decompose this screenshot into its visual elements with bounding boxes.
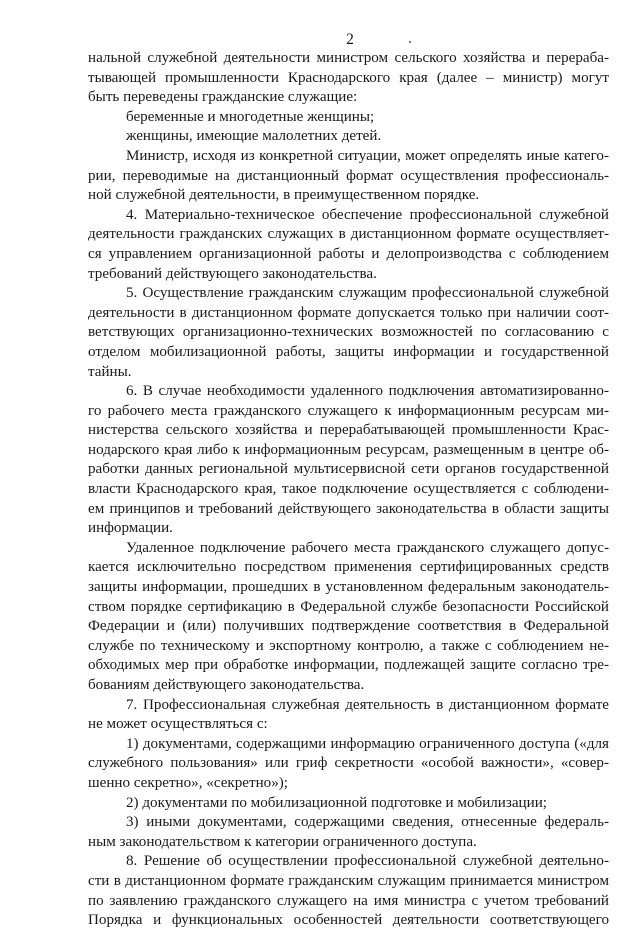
text-line: ным законодательством к категории ограниченного доступа. <box>88 833 477 850</box>
text-line: кается исключительно посредством применения сертифицированных средств <box>88 559 609 576</box>
text-line: нальной служебной деятельности министром сельского хозяйства и перераба- <box>88 50 609 66</box>
text-line: нодарского края либо к информационным ресурсам, размещенным в центре об- <box>88 441 609 458</box>
text-line: обходимых мер при обработке информации, подлежащей защите согласно тре- <box>88 657 609 674</box>
text-line: ной служебной деятельности, в преимущественном порядке. <box>88 187 480 204</box>
text-line: Удаленное подключение рабочего места гражданского служащего допус- <box>126 539 609 556</box>
text-line: информации. <box>88 520 173 537</box>
text-line: быть переведены гражданские служащие: <box>88 89 358 106</box>
text-line: 3) иными документами, содержащими сведения, отнесенные федераль- <box>126 814 609 831</box>
text-line: го рабочего места гражданского служащего к информационным ресурсам ми- <box>88 402 609 419</box>
scan-speck <box>409 41 411 43</box>
text-line: ветствующих организационно-технических возможностей по согласованию с <box>88 324 609 341</box>
text-line: женщины, имеющие малолетних детей. <box>126 128 382 145</box>
text-line: требований действующего законодательства. <box>88 265 377 282</box>
text-line: беременные и многодетные женщины; <box>126 108 375 125</box>
text-line: деятельности в дистанционном формате допускается только при наличии соот- <box>88 304 609 321</box>
text-line: тайны. <box>88 363 132 380</box>
text-line: власти Краснодарского края, такое подключение осуществляется с соблюдени- <box>88 481 609 498</box>
text-line: нистерства сельского хозяйства и перерабатывающей промышленности Крас- <box>88 422 609 439</box>
text-line: 5. Осуществление гражданским служащим профессиональной служебной <box>126 285 609 302</box>
text-line: шенно секретно», «секретно»); <box>88 774 288 791</box>
text-line: ем принципов и требований действующего законодательства в области защиты <box>88 500 609 517</box>
text-line: Порядка и функциональных особенностей деятельности соответствующего <box>88 912 609 929</box>
text-line: не может осуществляться с: <box>88 716 268 733</box>
text-line: 4. Материально-техническое обеспечение профессиональной служебной <box>126 206 609 223</box>
text-line: 8. Решение об осуществлении профессиональной служебной деятельно- <box>126 853 609 870</box>
page-number: 2 <box>346 31 354 48</box>
text-line: сти в дистанционном формате гражданским служащим принимается министром <box>88 872 609 889</box>
text-line: деятельности гражданских служащих в дистанционном формате осуществляет- <box>88 226 609 243</box>
text-line: по заявлению гражданского служащего на имя министра с учетом требований <box>88 892 609 909</box>
text-line: службе по техническому и экспортному контролю, а также с соблюдением не- <box>88 637 609 654</box>
text-line: рии, переводимые на дистанционный формат осуществления профессиональ- <box>88 167 609 184</box>
text-line: защиты информации, прошедших в установленном федеральным законодатель- <box>88 579 609 596</box>
text-line: работки данных региональной мультисервисной сети органов государственной <box>88 461 609 478</box>
text-line: тывающей промышленности Краснодарского края (далее – министр) могут <box>88 69 609 86</box>
text-line: 7. Профессиональная служебная деятельность в дистанционном формате <box>126 696 609 713</box>
text-line: бованиям действующего законодательства. <box>88 677 365 693</box>
text-line: 6. В случае необходимости удаленного подключения автоматизированно- <box>126 383 609 400</box>
text-line: отделом мобилизационной работы, защиты информации и государственной <box>88 343 609 360</box>
text-line: Министр, исходя из конкретной ситуации, может определять иные катего- <box>126 147 609 164</box>
text-line: 2) документами по мобилизационной подготовке и мобилизации; <box>126 794 547 811</box>
text-line: ся управлением организационной работы и делопроизводства с соблюдением <box>88 245 609 262</box>
text-line: ством порядке сертификацию в Федеральной службе безопасности Российской <box>88 598 609 615</box>
text-line: служебного пользования» или гриф секретности «особой важности», «совер- <box>88 755 609 772</box>
body-text <box>88 49 609 931</box>
text-line: 1) документами, содержащими информацию ограниченного доступа («для <box>126 735 609 752</box>
text-line: Федерации и (или) получивших подтверждение соответствия в Федеральной <box>88 618 609 635</box>
